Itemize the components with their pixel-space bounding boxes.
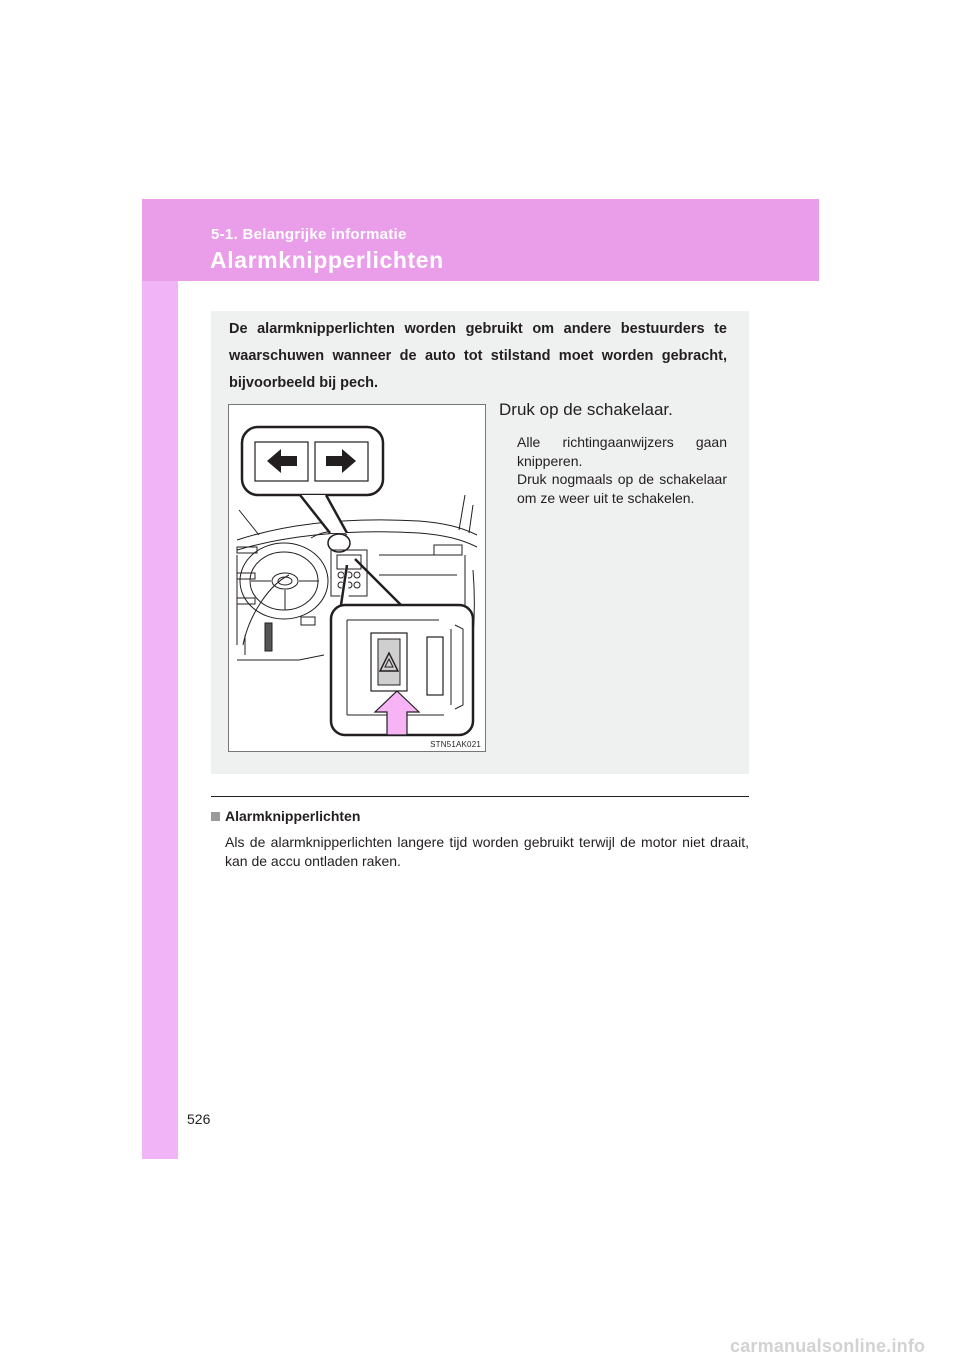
step-heading: Druk op de schakelaar.	[499, 400, 673, 419]
section-label: 5-1. Belangrijke informatie	[211, 226, 407, 243]
note-heading-text: Alarmknipperlichten	[225, 808, 361, 824]
note-body: Als de alarmknipperlichten langere tijd worden gebruikt terwijl de motor niet draait, kan de accu ontladen raken.	[225, 834, 749, 869]
watermark-text: carmanualsonline.info	[730, 1336, 926, 1356]
page-number: 526	[187, 1111, 211, 1127]
step-detail	[517, 433, 727, 507]
dashboard-illustration	[228, 404, 486, 752]
watermark	[730, 1336, 960, 1358]
side-color-strip	[142, 199, 178, 1159]
hazard-switch-drawing	[229, 405, 485, 751]
note-heading	[211, 808, 360, 824]
square-bullet-icon	[211, 812, 220, 821]
figure-code: STN51AK021	[430, 740, 481, 749]
page-title: Alarmknipperlichten	[210, 247, 444, 273]
step-detail-1: Alle richtingaanwijzers gaan knipperen.	[517, 434, 727, 469]
step-detail-2: Druk nogmaals op de schakelaar om ze weer uit te schakelen.	[517, 471, 727, 506]
intro-text: De alarmknipperlichten worden gebruikt om andere bestuurders te waarschuwen wanneer de auto tot stilstand moet worden gebracht, bijvoorbeeld bij pech.	[229, 321, 727, 391]
section-divider	[211, 796, 749, 797]
